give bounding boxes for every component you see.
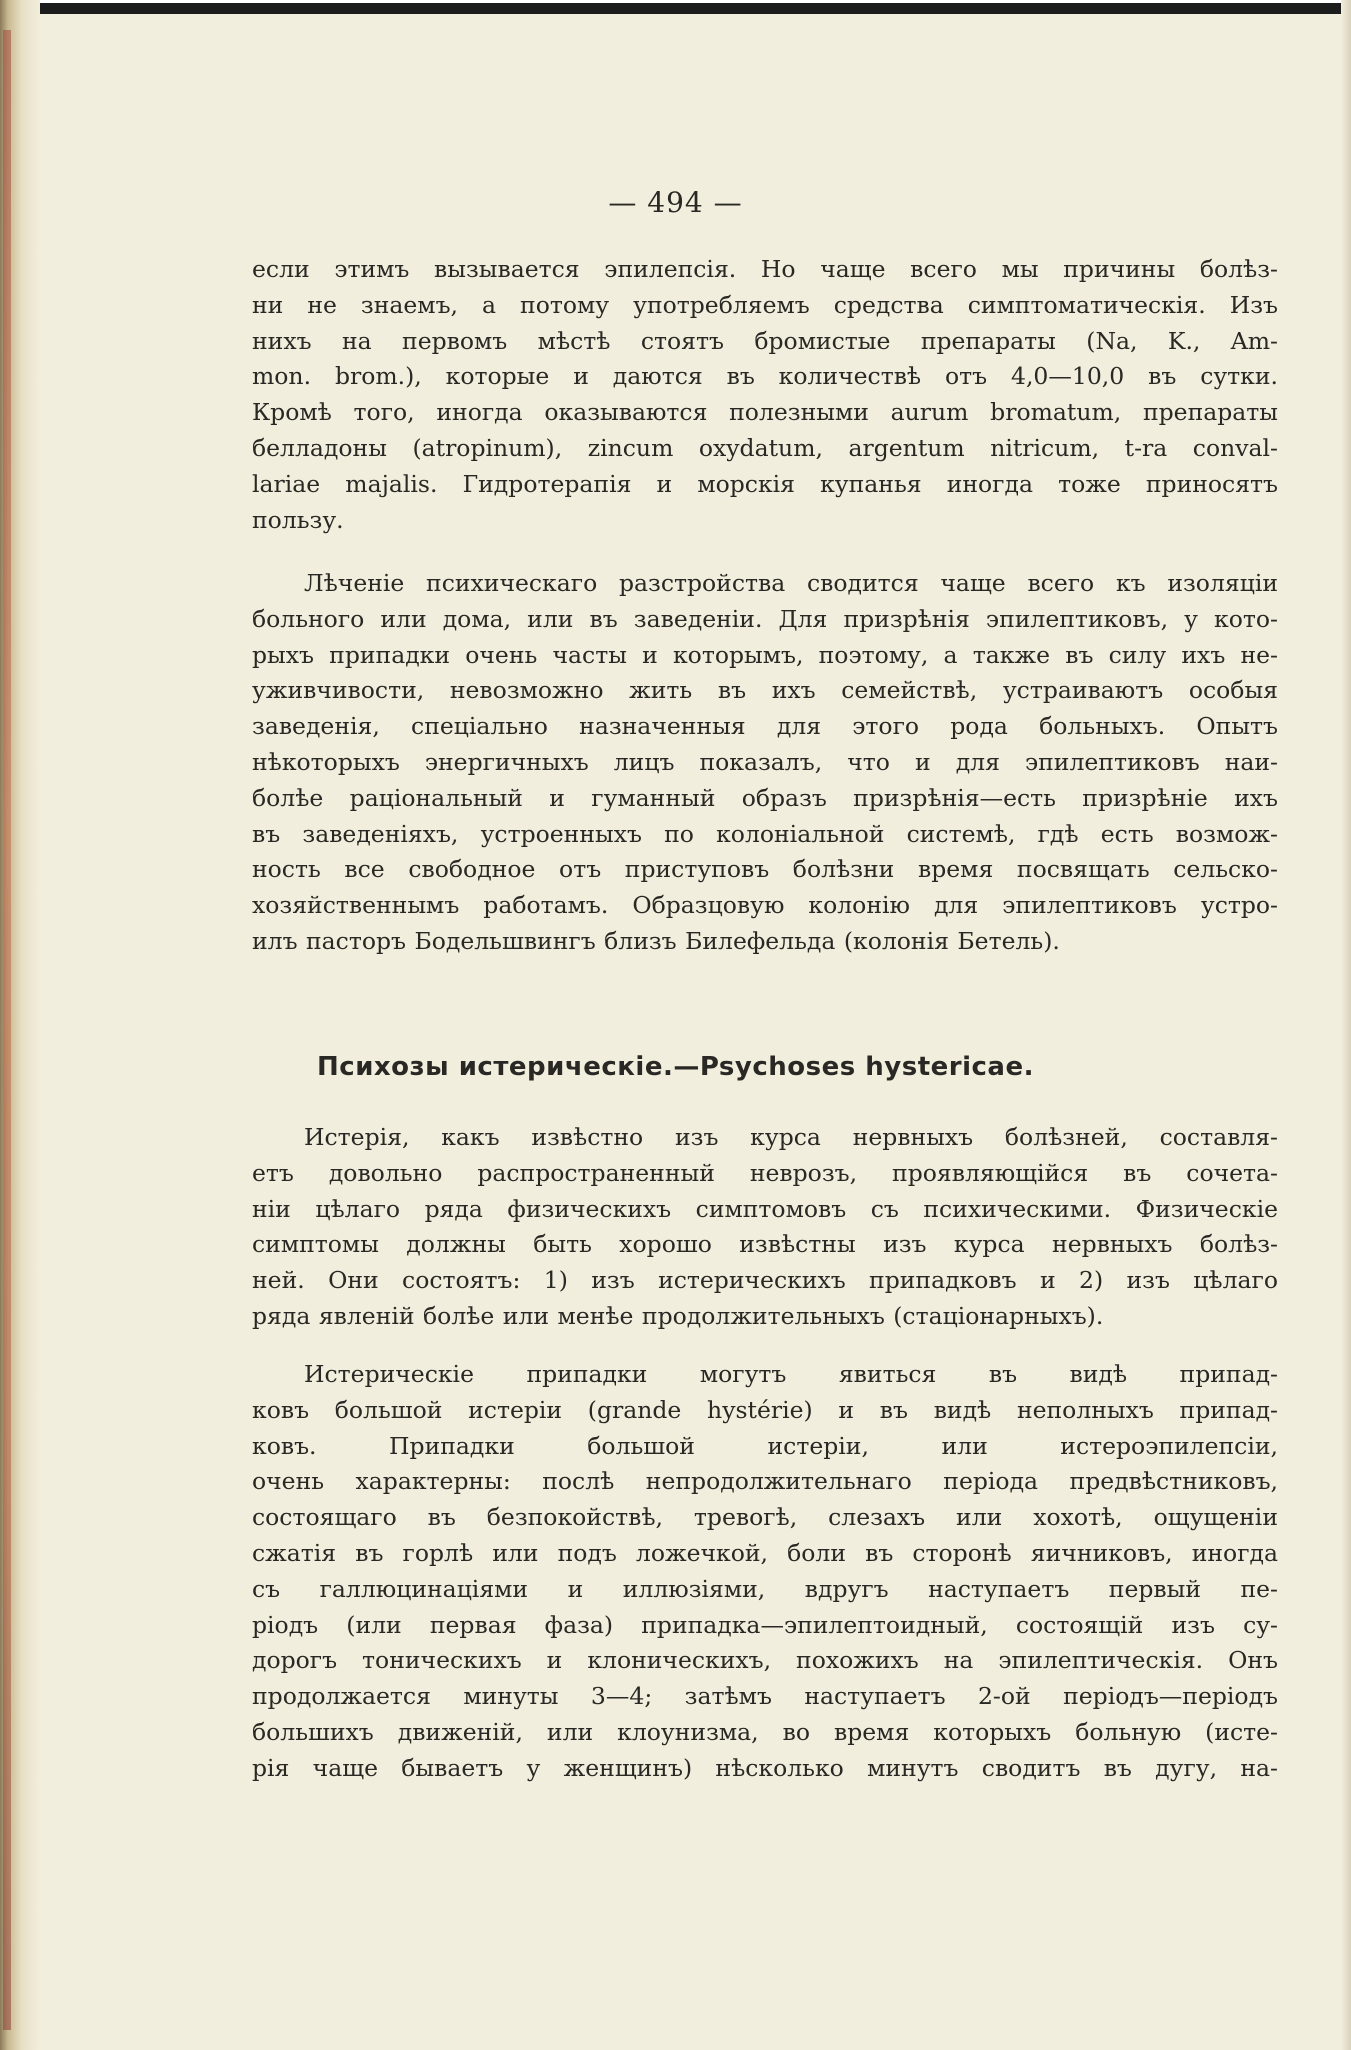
text-line: Истерія, какъ извѣстно изъ курса нервныхъ болѣзней, составля- [304, 1123, 1278, 1151]
paragraph-hysteria-intro [252, 1120, 1278, 1335]
paragraph-treatment-continued [252, 252, 1278, 538]
text-line: етъ довольно распространенный неврозъ, проявляющійся въ сочета- [252, 1158, 1278, 1187]
paragraph-hysteric-attacks [252, 1357, 1278, 1787]
text-line: нихъ на первомъ мѣстѣ стоятъ бромистые препараты (Na, K., Am- [252, 326, 1278, 355]
text-line: состоящаго въ безпокойствѣ, тревогѣ, слезахъ или хохотѣ, ощущеніи [252, 1503, 1278, 1532]
text-line: белладоны (atropinum), zincum oxydatum, argentum nitricum, t-ra conval- [252, 433, 1278, 462]
text-line: въ заведеніяхъ, устроенныхъ по колоніальной системѣ, гдѣ есть возмож- [252, 819, 1278, 848]
text-line: Кромѣ того, иногда оказываются полезными aurum bromatum, препараты [252, 398, 1278, 427]
text-line: нѣкоторыхъ энергичныхъ лицъ показалъ, что и для эпилептиковъ наи- [252, 747, 1278, 776]
text-line: ріодъ (или первая фаза) припадка—эпилептоидный, состоящій изъ су- [252, 1610, 1278, 1639]
text-line: Истерическіе припадки могутъ явиться въ видѣ припад- [304, 1360, 1278, 1388]
text-line: ковъ большой истеріи (grande hystérie) и въ видѣ неполныхъ припад- [252, 1395, 1278, 1424]
text-line: хозяйственнымъ работамъ. Образцовую колонію для эпилептиковъ устро- [252, 891, 1278, 920]
text-line: ность все свободное отъ приступовъ болѣзни время посвящать сельско- [252, 855, 1278, 884]
text-line: ковъ. Припадки большой истеріи, или истероэпилепсіи, [252, 1431, 1278, 1460]
text-line: съ галлюцинаціями и иллюзіями, вдругъ наступаетъ первый пе- [252, 1574, 1278, 1603]
text-line: болѣе раціональный и гуманный образъ призрѣнія—есть призрѣніе ихъ [252, 783, 1278, 812]
text-line: ніи цѣлаго ряда физическихъ симптомовъ съ психическими. Физическіе [252, 1194, 1278, 1223]
page-number: — 494 — [608, 186, 743, 219]
text-line: уживчивости, невозможно жить въ ихъ семействѣ, устраиваютъ особыя [252, 676, 1278, 705]
scan-top-edge [0, 0, 1351, 14]
paragraph-psychic-treatment [252, 566, 1278, 960]
binding-strip [3, 30, 11, 2030]
text-line: заведенія, спеціально назначенныя для этого рода больныхъ. Опытъ [252, 712, 1278, 741]
text-line: илъ пасторъ Бодельшвингъ близъ Билефельда (колонія Бетель). [252, 926, 1060, 955]
text-line: если этимъ вызывается эпилепсія. Но чаще всего мы причины болѣз- [252, 255, 1278, 283]
text-line: пользу. [252, 505, 344, 534]
text-line: mon. brom.), которые и даются въ количествѣ отъ 4,0—10,0 въ сутки. [252, 362, 1278, 391]
text-line: дорогъ тоническихъ и клоническихъ, похожихъ на эпилептическія. Онъ [252, 1646, 1278, 1675]
text-line: очень характерны: послѣ непродолжительнаго періода предвѣстниковъ, [252, 1467, 1278, 1496]
scan-right-edge [1341, 0, 1351, 2050]
text-line: ряда явленій болѣе или менѣе продолжительныхъ (стаціонарныхъ). [252, 1301, 1104, 1330]
text-line: рыхъ припадки очень часты и которымъ, поэтому, а также въ силу ихъ не- [252, 640, 1278, 669]
text-line: симптомы должны быть хорошо извѣстны изъ курса нервныхъ болѣз- [252, 1230, 1278, 1259]
text-line: Лѣченіе психическаго разстройства сводится чаще всего къ изоляціи [304, 569, 1278, 597]
text-line: больного или дома, или въ заведеніи. Для призрѣнія эпилептиковъ, у кото- [252, 604, 1278, 633]
text-line: рія чаще бываетъ у женщинъ) нѣсколько минутъ сводитъ въ дугу, на- [252, 1753, 1278, 1782]
section-heading: Психозы истерическіе.—Psychoses hystericae. [317, 1052, 1034, 1082]
text-line: продолжается минуты 3—4; затѣмъ наступаетъ 2-ой періодъ—періодъ [252, 1682, 1278, 1711]
text-line: большихъ движеній, или клоунизма, во время которыхъ больную (исте- [252, 1717, 1278, 1746]
text-line: сжатія въ горлѣ или подъ ложечкой, боли въ сторонѣ яичниковъ, иногда [252, 1538, 1278, 1567]
text-line: ни не знаемъ, а потому употребляемъ средства симптоматическія. Изъ [252, 290, 1278, 319]
text-line: ней. Они состоятъ: 1) изъ истерическихъ припадковъ и 2) изъ цѣлаго [252, 1266, 1278, 1295]
text-line: lariae majalis. Гидротерапія и морскія купанья иногда тоже приносятъ [252, 469, 1278, 498]
